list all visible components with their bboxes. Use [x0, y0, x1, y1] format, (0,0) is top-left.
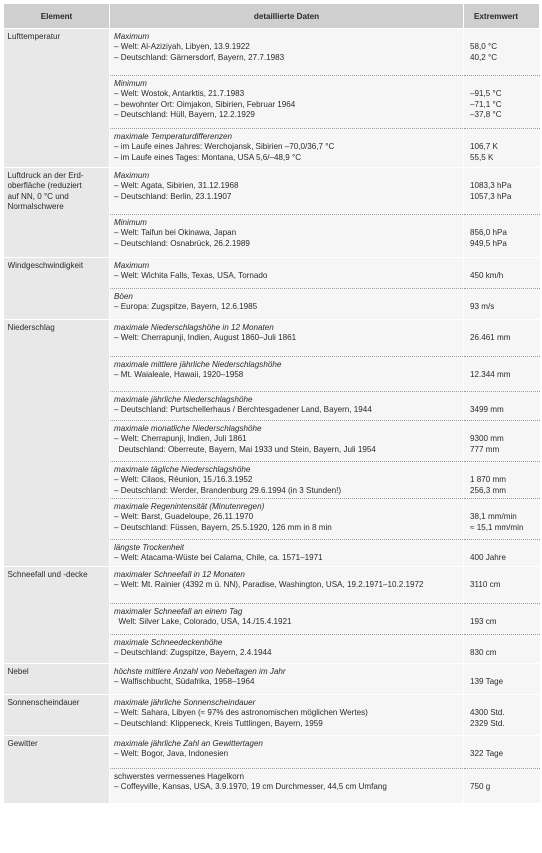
- value-block: [464, 29, 540, 75]
- table-row: [4, 258, 540, 320]
- detail-line: – Welt: Cherrapunji, Indien, Juli 1861: [114, 434, 247, 444]
- extreme-value: 1 870 mm: [470, 475, 506, 485]
- element-cell: [4, 695, 110, 736]
- value-spacer: [470, 698, 536, 708]
- value-block: [464, 391, 540, 420]
- detail-line: – Deutschland: Zugspitze, Bayern, 2.4.1944: [114, 648, 272, 658]
- detail-block: [110, 695, 463, 735]
- extreme-value: 38,1 mm/min: [470, 512, 517, 522]
- element-label: oberfläche (reduziert: [7, 181, 82, 191]
- detail-line: Deutschland: Oberreute, Bayern, Mai 1933 und Stein, Bayern, Juli 1954: [114, 444, 376, 454]
- details-cell: [110, 695, 464, 736]
- detail-line: – Europa: Zugspitze, Bayern, 12.6.1985: [114, 302, 258, 312]
- detail-line: – Welt: Cilaos, Réunion, 15./16.3.1952: [114, 475, 253, 485]
- value-block: [464, 168, 540, 214]
- value-block: [464, 567, 540, 603]
- element-label: Niederschlag: [7, 323, 55, 332]
- value-cell: [464, 567, 540, 664]
- detail-block: [110, 420, 463, 461]
- extreme-value: 40,2 °C: [470, 52, 498, 62]
- extreme-value: 949,5 hPa: [470, 238, 507, 248]
- extreme-value: 4300 Std.: [470, 708, 505, 718]
- extreme-value: 400 Jahre: [470, 553, 506, 563]
- value-spacer: [470, 638, 536, 648]
- table-header-row: [4, 4, 540, 29]
- block-heading: maximale Niederschlagshöhe in 12 Monaten: [114, 323, 274, 332]
- detail-block: [110, 29, 463, 75]
- detail-block: [110, 320, 463, 356]
- extreme-value: 3110 cm: [470, 580, 501, 590]
- block-heading: maximale jährliche Sonnenscheindauer: [114, 698, 256, 707]
- detail-line: – Welt: Taifun bei Okinawa, Japan: [114, 228, 237, 238]
- detail-block: [110, 461, 463, 498]
- detail-block: [110, 603, 463, 634]
- extreme-value: ≈ 15,1 mm/min: [470, 522, 524, 532]
- value-spacer: [470, 132, 536, 142]
- detail-block: [110, 391, 463, 420]
- block-heading: maximaler Schneefall an einem Tag: [114, 607, 243, 616]
- details-cell: [110, 664, 464, 695]
- table-row: [4, 567, 540, 664]
- element-cell: [4, 168, 110, 258]
- value-spacer: [470, 607, 536, 617]
- detail-line: – Mt. Waialeale, Hawaii, 1920–1958: [114, 370, 244, 380]
- value-spacer: [470, 424, 536, 434]
- extreme-value: 1083,3 hPa: [470, 181, 512, 191]
- element-label: Lufttemperatur: [7, 32, 61, 41]
- value-block: [464, 664, 540, 694]
- detail-block: [110, 168, 463, 214]
- element-label: Normalschwere: [7, 202, 64, 212]
- detail-block: [110, 128, 463, 167]
- detail-line: – Welt: Atacama-Wüste bei Calama, Chile, ca. 1571–1971: [114, 553, 323, 563]
- detail-line: – Welt: Wostok, Antarktis, 21.7.1983: [114, 89, 245, 99]
- element-label: auf NN, 0 °C und: [7, 191, 69, 201]
- detail-line: – Welt: Barst, Guadeloupe, 26.11.1970: [114, 512, 254, 522]
- element-label: Nebel: [7, 667, 29, 676]
- element-label: Windgeschwindigkeit: [7, 261, 84, 270]
- value-block: [464, 736, 540, 768]
- detail-block: [110, 567, 463, 603]
- value-spacer: [470, 395, 536, 405]
- value-cell: [464, 736, 540, 804]
- extreme-value: 193 cm: [470, 617, 497, 627]
- extreme-value: 856,0 hPa: [470, 228, 507, 238]
- detail-line: – im Laufe eines Jahres: Werchojansk, Sibirien –70,0/36,7 °C: [114, 142, 335, 152]
- details-cell: [110, 736, 464, 804]
- detail-block: [110, 75, 463, 128]
- detail-block: [110, 214, 463, 257]
- extreme-value: 12.344 mm: [470, 370, 511, 380]
- extreme-value: 256,3 mm: [470, 485, 506, 495]
- extreme-value: 106,7 K: [470, 142, 498, 152]
- extreme-value: 750 g: [470, 782, 491, 792]
- block-heading: Minimum: [114, 218, 147, 227]
- value-spacer: [470, 171, 536, 181]
- detail-block: [110, 258, 463, 288]
- extreme-value: –71,1 °C: [470, 99, 502, 109]
- extreme-value: 777 mm: [470, 444, 500, 454]
- element-label: Gewitter: [7, 739, 38, 748]
- detail-block: [110, 539, 463, 566]
- detail-block: [110, 288, 463, 319]
- detail-block: [110, 736, 463, 768]
- extreme-value: –37,8 °C: [470, 110, 502, 120]
- value-spacer: [470, 218, 536, 228]
- detail-line: – im Laufe eines Tages: Montana, USA 5,6/–48,9 °C: [114, 152, 302, 162]
- details-cell: [110, 567, 464, 664]
- extreme-value: 830 cm: [470, 648, 497, 658]
- element-cell: [4, 29, 110, 168]
- value-block: [464, 288, 540, 319]
- extreme-value: 2329 Std.: [470, 718, 505, 728]
- value-block: [464, 320, 540, 356]
- detail-block: [110, 768, 463, 803]
- value-spacer: [470, 502, 536, 512]
- table-row: [4, 695, 540, 736]
- value-block: [464, 768, 540, 803]
- detail-block: [110, 664, 463, 694]
- detail-line: – Deutschland: Purtschellerhaus / Berchtesgadener Land, Bayern, 1944: [114, 405, 372, 415]
- detail-line: – Welt: Wichita Falls, Texas, USA, Tornado: [114, 271, 268, 281]
- value-block: [464, 128, 540, 167]
- block-heading: Maximum: [114, 171, 150, 180]
- header-value: Extremwert: [464, 4, 540, 29]
- table-row: [4, 736, 540, 804]
- detail-line: – Welt: Sahara, Libyen (≈ 97% des astronomischen möglichen Wertes): [114, 708, 368, 718]
- element-label: Sonnenscheindauer: [7, 698, 80, 707]
- header-details: detaillierte Daten: [110, 4, 464, 29]
- extreme-value: 450 km/h: [470, 271, 504, 281]
- extreme-value: 139 Tage: [470, 677, 504, 687]
- detail-line: – Deutschland: Berlin, 23.1.1907: [114, 191, 232, 201]
- detail-block: [110, 634, 463, 663]
- value-block: [464, 603, 540, 634]
- value-cell: [464, 320, 540, 567]
- extreme-value: 26.461 mm: [470, 333, 511, 343]
- extreme-value: 9300 mm: [470, 434, 504, 444]
- element-label: Schneefall und -decke: [7, 570, 88, 579]
- extreme-value: 55,5 K: [470, 152, 494, 162]
- detail-line: – Welt: Al-Aziziyah, Libyen, 13.9.1922: [114, 42, 250, 52]
- value-cell: [464, 29, 540, 168]
- block-heading: Maximum: [114, 32, 150, 41]
- extreme-value: 58,0 °C: [470, 42, 498, 52]
- table-row: [4, 29, 540, 168]
- value-spacer: [470, 261, 536, 271]
- value-spacer: [470, 323, 536, 333]
- element-cell: [4, 320, 110, 567]
- extreme-value: 93 m/s: [470, 302, 495, 312]
- value-block: [464, 258, 540, 288]
- block-heading: maximaler Schneefall in 12 Monaten: [114, 570, 245, 579]
- block-heading: maximale mittlere jährliche Niederschlagshöhe: [114, 360, 282, 369]
- value-block: [464, 420, 540, 461]
- block-heading: Maximum: [114, 261, 150, 270]
- block-heading: maximale jährliche Niederschlagshöhe: [114, 395, 253, 404]
- detail-line: – Welt: Bogor, Java, Indonesien: [114, 749, 229, 759]
- detail-line: – Deutschland: Werder, Brandenburg 29.6.1994 (in 3 Stunden!): [114, 485, 342, 495]
- detail-line: – Deutschland: Hüll, Bayern, 12.2.1929: [114, 110, 255, 120]
- extreme-value: 322 Tage: [470, 749, 504, 759]
- details-cell: [110, 29, 464, 168]
- value-block: [464, 695, 540, 735]
- value-spacer: [470, 292, 536, 302]
- value-spacer: [470, 360, 536, 370]
- element-cell: [4, 567, 110, 664]
- detail-line: – bewohnter Ort: Oimjakon, Sibirien, Februar 1964: [114, 99, 296, 109]
- block-heading: schwerstes vermessenes Hagelkorn: [114, 772, 245, 781]
- value-block: [464, 461, 540, 498]
- value-block: [464, 634, 540, 663]
- block-heading: maximale tägliche Niederschlagshöhe: [114, 465, 251, 474]
- value-spacer: [470, 465, 536, 475]
- block-heading: maximale monatliche Niederschlagshöhe: [114, 424, 262, 433]
- extreme-value: 1057,3 hPa: [470, 191, 512, 201]
- detail-line: Welt: Silver Lake, Colorado, USA, 14./15.4.1921: [114, 617, 292, 627]
- header-element: Element: [4, 4, 110, 29]
- table-row: [4, 320, 540, 567]
- details-cell: [110, 258, 464, 320]
- block-heading: maximale Regenintensität (Minutenregen): [114, 502, 265, 511]
- block-heading: Minimum: [114, 79, 147, 88]
- value-spacer: [470, 79, 536, 89]
- climate-extremes-table: [3, 3, 540, 804]
- detail-line: – Deutschland: Füssen, Bayern, 25.5.1920, 126 mm in 8 min: [114, 522, 332, 532]
- element-cell: [4, 736, 110, 804]
- block-heading: maximale jährliche Zahl an Gewittertagen: [114, 739, 263, 748]
- block-heading: maximale Temperaturdifferenzen: [114, 132, 233, 141]
- detail-line: – Welt: Cherrapunji, Indien, August 1860–Juli 1861: [114, 333, 297, 343]
- block-heading: Böen: [114, 292, 133, 301]
- detail-line: – Deutschland: Klippeneck, Kreis Tuttlingen, Bayern, 1959: [114, 718, 323, 728]
- extreme-value: –91,5 °C: [470, 89, 502, 99]
- value-spacer: [470, 570, 536, 580]
- detail-block: [110, 498, 463, 539]
- detail-line: – Deutschland: Osnabrück, 26.2.1989: [114, 238, 250, 248]
- details-cell: [110, 168, 464, 258]
- value-block: [464, 75, 540, 128]
- detail-line: – Welt: Agata, Sibirien, 31.12.1968: [114, 181, 239, 191]
- value-cell: [464, 258, 540, 320]
- table-row: [4, 168, 540, 258]
- value-block: [464, 498, 540, 539]
- value-block: [464, 539, 540, 566]
- block-heading: maximale Schneedeckenhöhe: [114, 638, 223, 647]
- value-block: [464, 356, 540, 391]
- element-cell: [4, 664, 110, 695]
- value-cell: [464, 664, 540, 695]
- value-spacer: [470, 543, 536, 553]
- value-cell: [464, 168, 540, 258]
- element-label: Luftdruck an der Erd-: [7, 171, 84, 180]
- block-heading: längste Trockenheit: [114, 543, 185, 552]
- block-heading: höchste mittlere Anzahl von Nebeltagen im Jahr: [114, 667, 286, 676]
- detail-line: – Welt: Mt. Rainier (4392 m ü. NN), Paradise, Washington, USA, 19.2.1971–10.2.1972: [114, 580, 424, 590]
- value-spacer: [470, 667, 536, 677]
- element-cell: [4, 258, 110, 320]
- detail-block: [110, 356, 463, 391]
- detail-line: – Walfischbucht, Südafrika, 1958–1964: [114, 677, 255, 687]
- details-cell: [110, 320, 464, 567]
- value-spacer: [470, 739, 536, 749]
- detail-line: – Deutschland: Gärnersdorf, Bayern, 27.7.1983: [114, 52, 285, 62]
- value-block: [464, 214, 540, 257]
- value-spacer: [470, 32, 536, 42]
- value-spacer: [470, 772, 536, 782]
- table-row: [4, 664, 540, 695]
- extreme-value: 3499 mm: [470, 405, 504, 415]
- detail-line: – Coffeyville, Kansas, USA, 3.9.1970, 19 cm Durchmesser, 44,5 cm Umfang: [114, 782, 387, 792]
- value-cell: [464, 695, 540, 736]
